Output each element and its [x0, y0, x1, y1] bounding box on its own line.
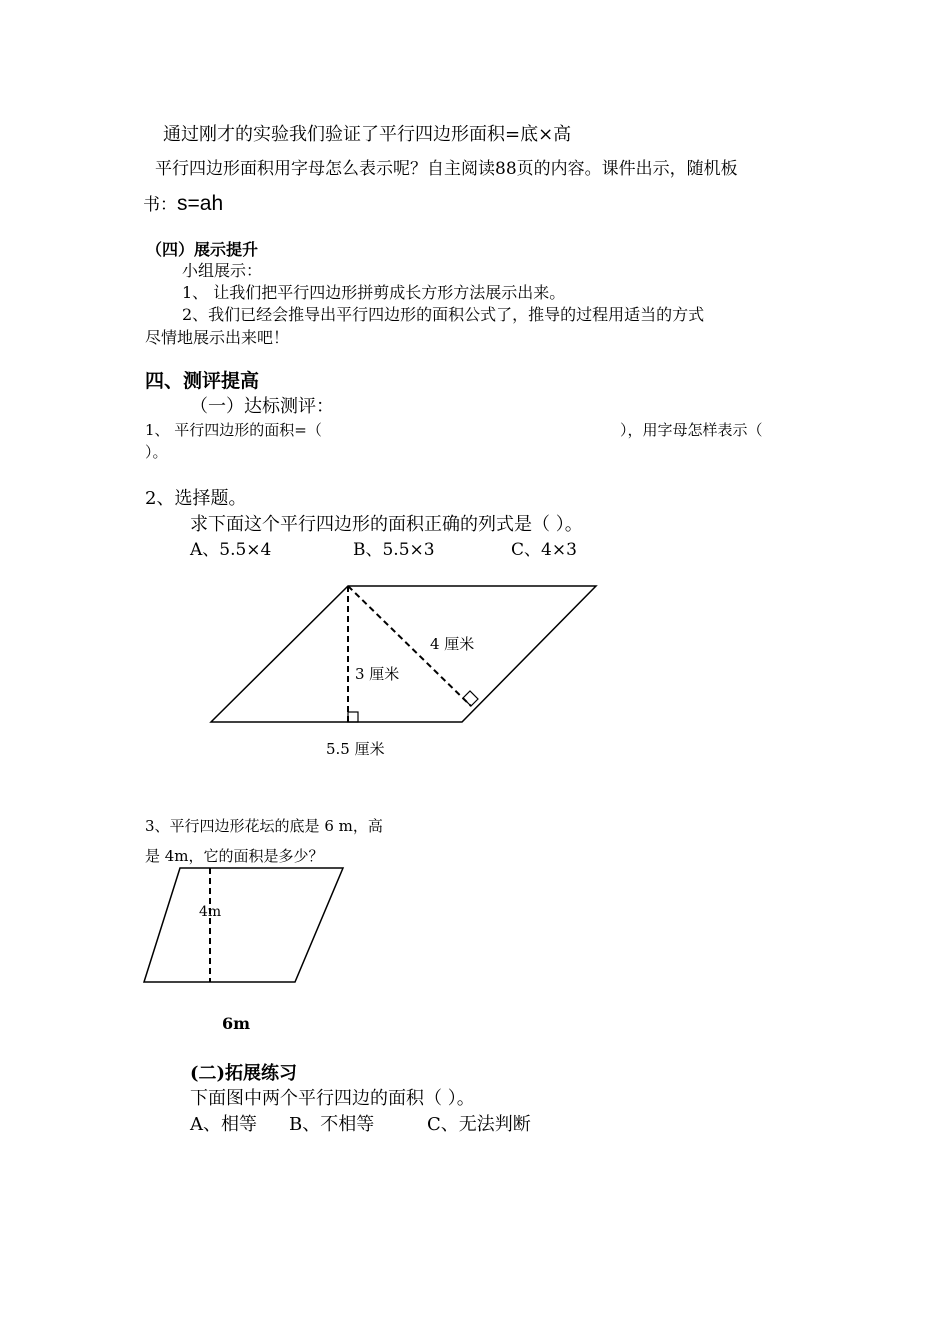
extend-question: 下面图中两个平行四边的面积（ ）。 [190, 1088, 475, 1109]
show-sub: 小组展示： [182, 261, 263, 280]
q2-option-c: C、4×3 [511, 540, 577, 560]
q2-option-a: A、5.5×4 [190, 540, 272, 560]
q1-part-b: ），用字母怎样表示（ [620, 421, 763, 439]
extend-option-c: C、无法判断 [427, 1114, 531, 1135]
eval-sub: （一）达标测评： [190, 396, 334, 417]
right-angle-marker-slant [463, 691, 478, 706]
label-height-3cm: 3 厘米 [355, 665, 400, 683]
extend-heading: (二)拓展练习 [190, 1063, 298, 1084]
label-4m: 4m [199, 904, 222, 920]
intro-line-1: 通过刚才的实验我们验证了平行四边形面积=底×高 [163, 124, 572, 145]
show-item-2b: 尽情地展示出来吧！ [145, 328, 290, 347]
intro-line-3-prefix: 书： [143, 195, 177, 215]
q1-part-a: 1、 平行四边形的面积=（ [145, 421, 322, 439]
label-base-5-5cm: 5.5 厘米 [326, 740, 385, 758]
show-item-2a: 2、我们已经会推导出平行四边形的面积公式了，推导的过程用适当的方式 [182, 305, 705, 324]
q3-line-a: 3、平行四边形花坛的底是 6 m，高 [145, 817, 383, 835]
q1-part-c: ）。 [145, 443, 168, 461]
intro-line-2: 平行四边形面积用字母怎么表示呢？自主阅读88页的内容。课件出示，随机板 [155, 159, 738, 179]
extend-option-a: A、相等 [190, 1114, 257, 1135]
show-item-1: 1、 让我们把平行四边形拼剪成长方形方法展示出来。 [182, 283, 566, 302]
extend-option-b: B、不相等 [289, 1114, 375, 1135]
formula-s-ah: s=ah [177, 192, 224, 215]
show-heading: （四）展示提升 [146, 240, 259, 259]
q2-question: 求下面这个平行四边形的面积正确的列式是（ ）。 [190, 514, 583, 535]
q2-title: 2、选择题。 [145, 488, 247, 509]
q2-option-b: B、5.5×3 [353, 540, 435, 560]
right-angle-marker [348, 712, 358, 722]
flowerbed-parallelogram-outline [144, 868, 343, 982]
label-6m: 6m [222, 1014, 251, 1033]
q3-line-b: 是 4m，它的面积是多少？ [145, 847, 324, 865]
label-slant-4cm: 4 厘米 [430, 635, 475, 653]
eval-heading: 四、测评提高 [145, 370, 260, 392]
parallelogram-outline [211, 586, 596, 722]
